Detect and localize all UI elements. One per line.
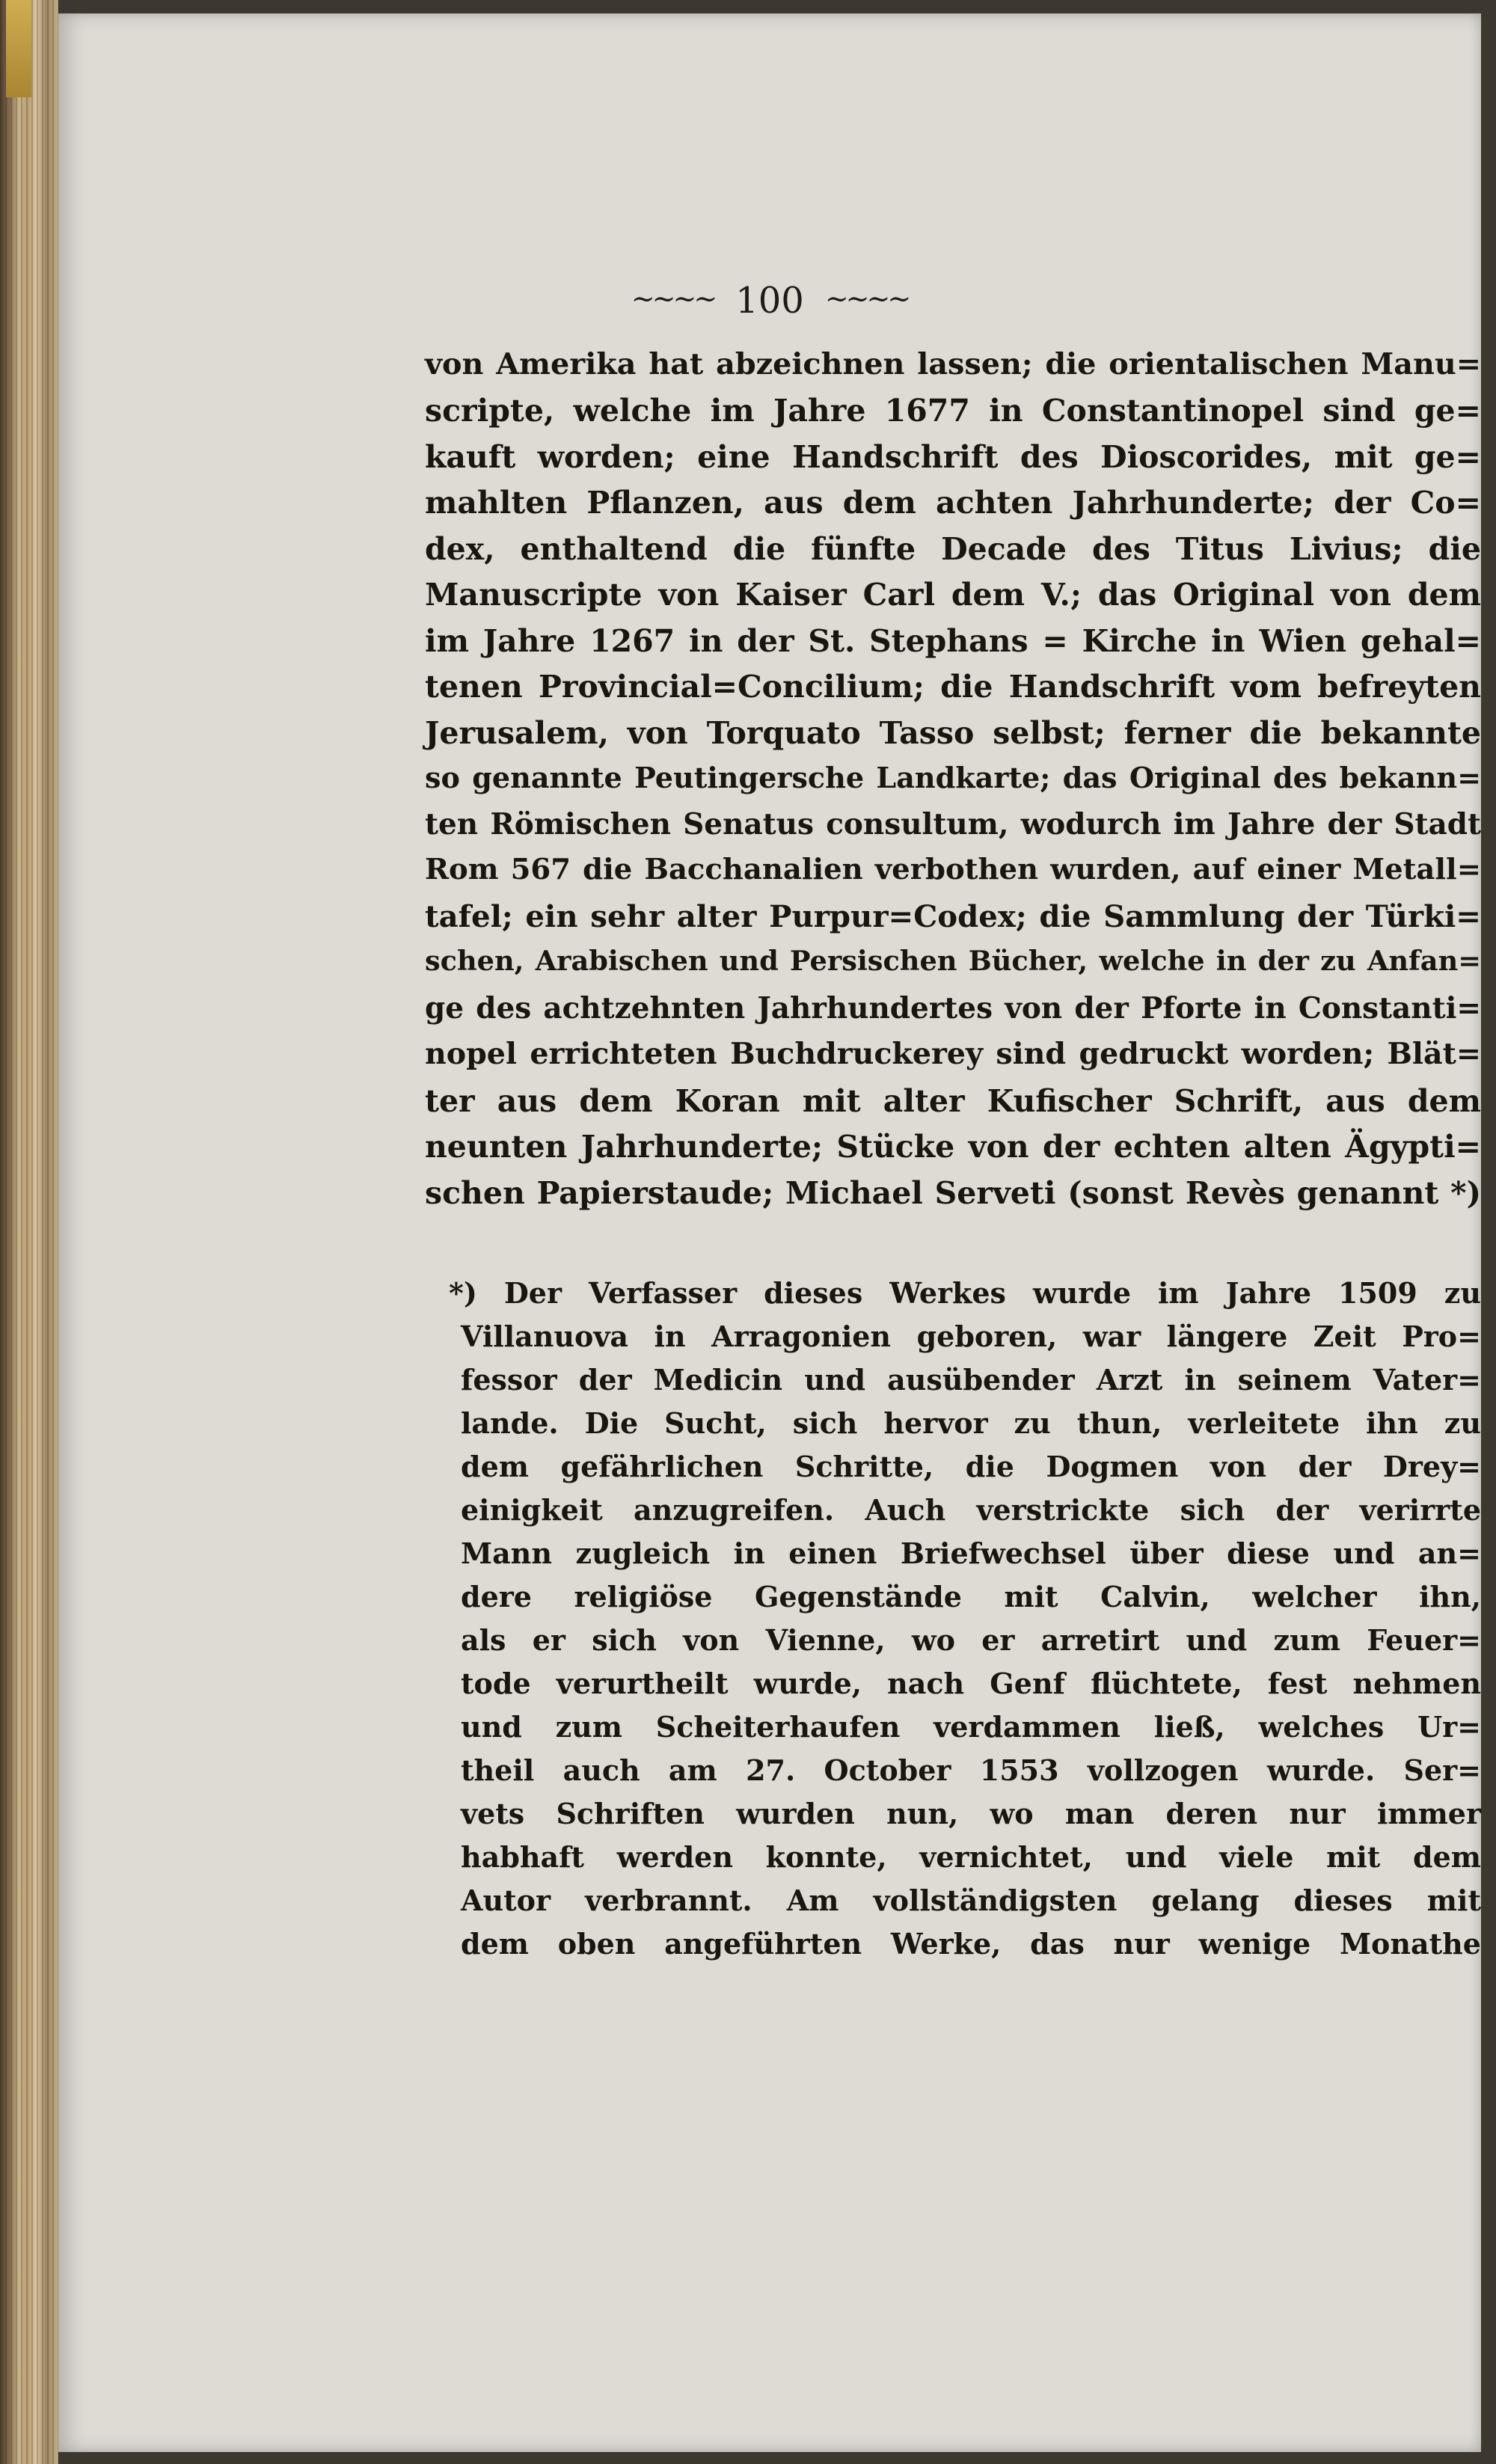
main-text-line: so genannte Peutingersche Landkarte; das Original des bekann= [425,761,1481,794]
main-text-line: neunten Jahrhunderte; Stücke von der echten alten Ägypti= [425,1129,1481,1165]
footnote-line: dere religiöse Gegenstände mit Calvin, welcher ihn, [461,1580,1481,1613]
page-number: 100 [735,280,804,322]
footnote-line: als er sich von Vienne, wo er arretirt und zum Feuer= [461,1623,1481,1657]
main-text-line: von Amerika hat abzeichnen lassen; die orientalischen Manu= [425,347,1481,381]
header-flourish-right: ~~~~ [824,282,909,315]
footnote-line: Mann zugleich in einen Briefwechsel über diese und an= [461,1536,1481,1570]
main-text-line: tafel; ein sehr alter Purpur=Codex; die Sammlung der Türki= [425,899,1481,934]
main-text-line: Manuscripte von Kaiser Carl dem V.; das Original von dem [425,577,1481,613]
main-text-line: scripte, welche im Jahre 1677 in Constantinopel sind ge= [425,393,1481,429]
footnote-line: *) Der Verfasser dieses Werkes wurde im Jahre 1509 zu [449,1276,1481,1310]
footnote-line: Villanuova in Arragonien geboren, war längere Zeit Pro= [461,1320,1481,1353]
footnote-line: dem gefährlichen Schritte, die Dogmen von der Drey= [461,1450,1481,1483]
footnote-line: und zum Scheiterhaufen verdammen ließ, welches Ur= [461,1710,1481,1744]
footnote-line: dem oben angeführten Werke, das nur wenige Monathe [461,1927,1481,1961]
footnote [58,13,1481,2452]
main-text-line: dex, enthaltend die fünfte Decade des Titus Livius; die [425,531,1481,567]
footnote-line: lande. Die Sucht, sich hervor zu thun, verleitete ihn zu [461,1406,1481,1440]
main-text-line: ten Römischen Senatus consultum, wodurch im Jahre der Stadt [425,807,1481,842]
main-text-line: nopel errichteten Buchdruckerey sind gedruckt worden; Blät= [425,1037,1481,1071]
gilt-edge-mark [6,0,31,97]
footnote-line: einigkeit anzugreifen. Auch verstrickte sich der verirrte [461,1493,1481,1527]
book-spine-edge [0,0,58,2464]
main-text-line: ge des achtzehnten Jahrhundertes von der Pforte in Constanti= [425,991,1481,1026]
main-text-line: tenen Provincial=Concilium; die Handschrift vom befreyten [425,669,1481,705]
header-flourish-left: ~~~~ [631,282,715,315]
footnote-line: tode verurtheilt wurde, nach Genf flüchtete, fest nehmen [461,1667,1481,1700]
main-text-line: schen, Arabischen und Persischen Bücher, welche in der zu Anfan= [425,945,1481,977]
main-text-line: kauft worden; eine Handschrift des Dioscorides, mit ge= [425,439,1481,475]
footnote-line: fessor der Medicin und ausübender Arzt in seinem Vater= [461,1363,1481,1397]
main-text-line: schen Papierstaude; Michael Serveti (sonst Revès genannt *) [425,1175,1481,1211]
main-text-line: im Jahre 1267 in der St. Stephans = Kirche in Wien gehal= [425,623,1481,659]
main-text-line: Rom 567 die Bacchanalien verbothen wurden, auf einer Metall= [425,853,1481,886]
main-text-line: ter aus dem Koran mit alter Kufischer Schrift, aus dem [425,1083,1481,1119]
footnote-line: theil auch am 27. October 1553 vollzogen wurde. Ser= [461,1753,1481,1787]
footnote-line: Autor verbrannt. Am vollständigsten gelang dieses mit [461,1884,1481,1917]
footnote-line: vets Schriften wurden nun, wo man deren nur immer [461,1797,1481,1830]
footnote-line: habhaft werden konnte, vernichtet, und viele mit dem [461,1840,1481,1874]
main-text-line: mahlten Pflanzen, aus dem achten Jahrhunderte; der Co= [425,485,1481,521]
main-text-line: Jerusalem, von Torquato Tasso selbst; ferner die bekannte [425,715,1481,751]
book-page [58,13,1481,2452]
